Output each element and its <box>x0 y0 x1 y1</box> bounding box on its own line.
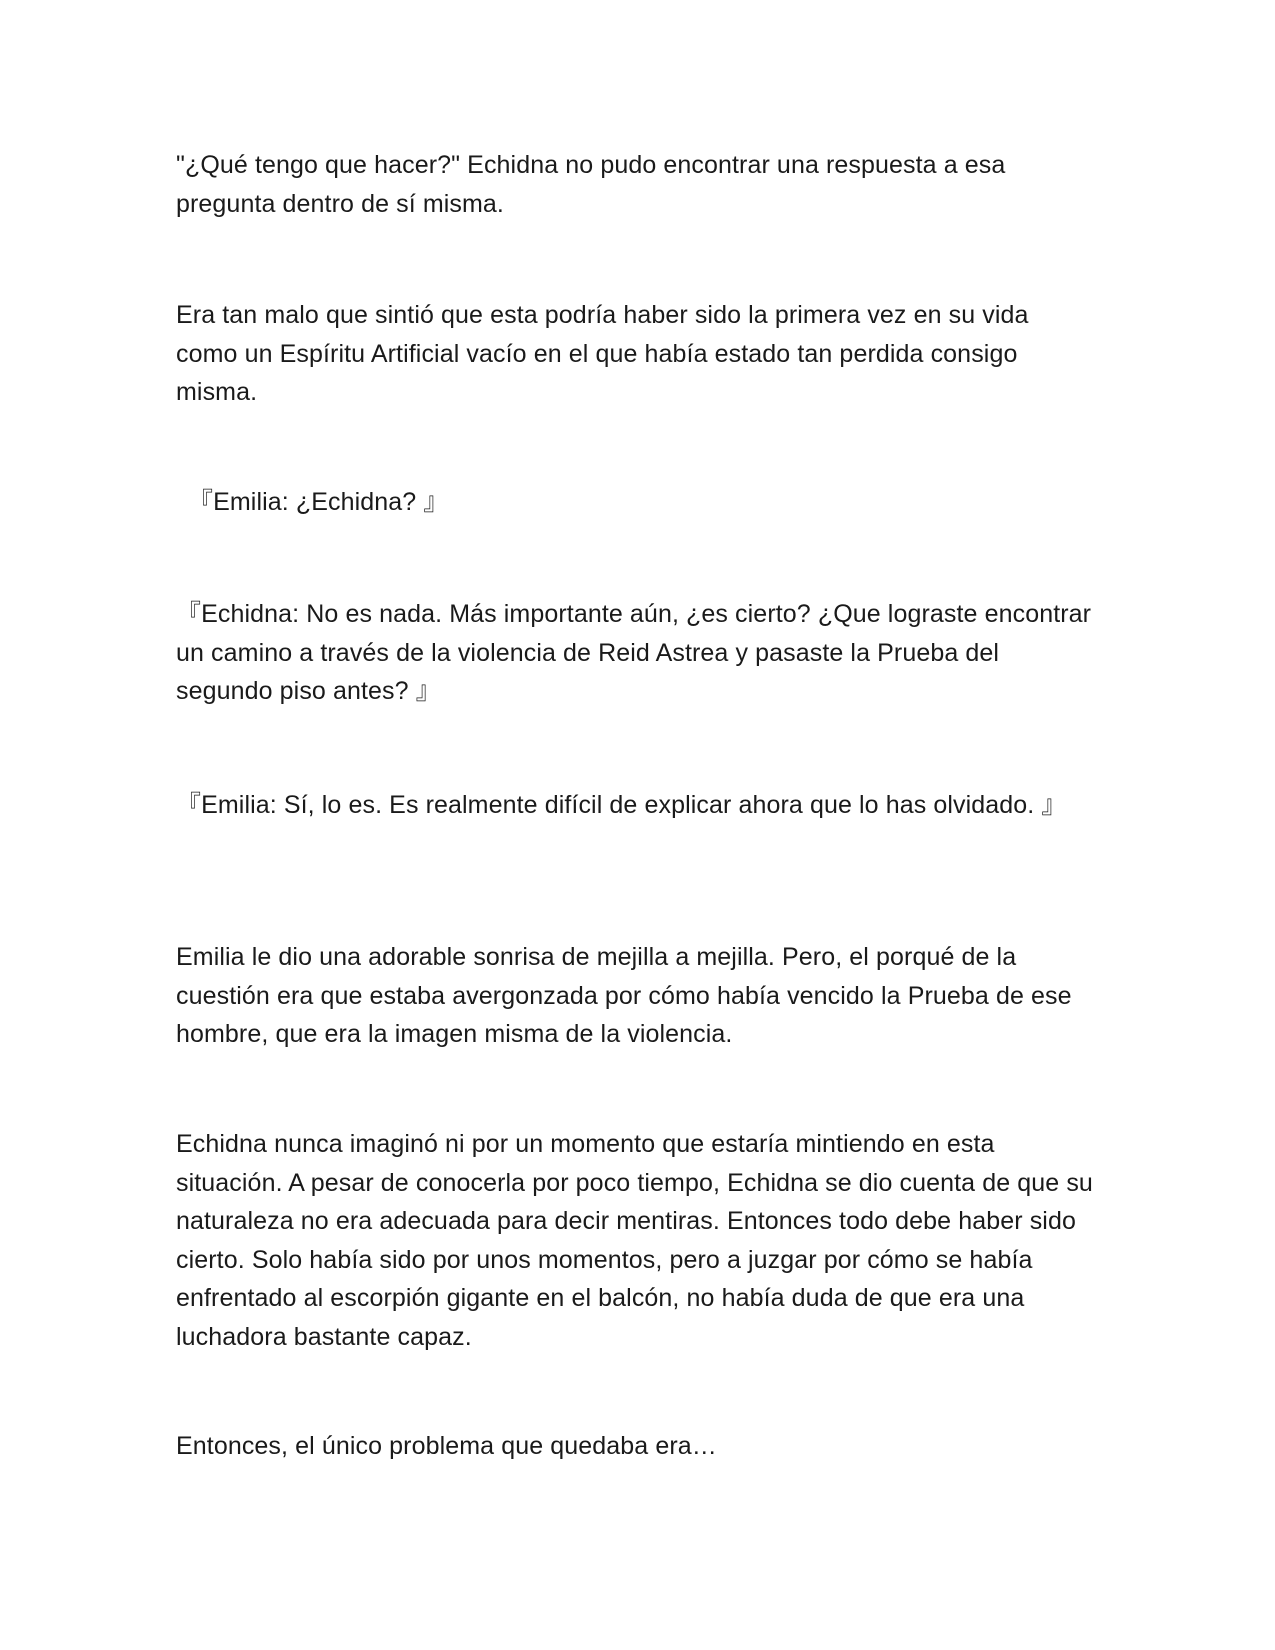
dialogue-line: 『Emilia: Sí, lo es. Es realmente difícil de explicar ahora que lo has olvidado. 』 <box>176 791 1067 819</box>
dialogue-line: 『Echidna: No es nada. Más importante aún, ¿es cierto? ¿Que lograste encontrar un camino a través de la violencia de Reid Astrea y pasaste la Prueba del segundo piso antes? 』 <box>176 600 1099 705</box>
paragraph: Era tan malo que sintió que esta podría haber sido la primera vez en su vida como un Espíritu Artificial vacío en el que había estado tan perdida consigo misma. <box>176 301 1036 406</box>
dialogue-line: 『Emilia: ¿Echidna? 』 <box>188 488 449 516</box>
paragraph: "¿Qué tengo que hacer?" Echidna no pudo encontrar una respuesta a esa pregunta dentro de sí misma. <box>176 151 1013 218</box>
paragraph: Emilia le dio una adorable sonrisa de mejilla a mejilla. Pero, el porqué de la cuestión era que estaba avergonzada por cómo había vencido la Prueba de ese hombre, que era la imagen misma de la violencia. <box>176 943 1079 1048</box>
paragraph: Echidna nunca imaginó ni por un momento que estaría mintiendo en esta situación. A pesar de conocerla por poco tiempo, Echidna se dio cuenta de que su naturaleza no era adecuada para decir mentiras. Entonces todo debe haber sido cierto. Solo había sido por unos momentos, pero a juzgar por cómo se había enfrentado al escorpión gigante en el balcón, no había duda de que era una luchadora bastante capaz. <box>176 1130 1100 1351</box>
paragraph: Entonces, el único problema que quedaba era… <box>176 1432 717 1460</box>
